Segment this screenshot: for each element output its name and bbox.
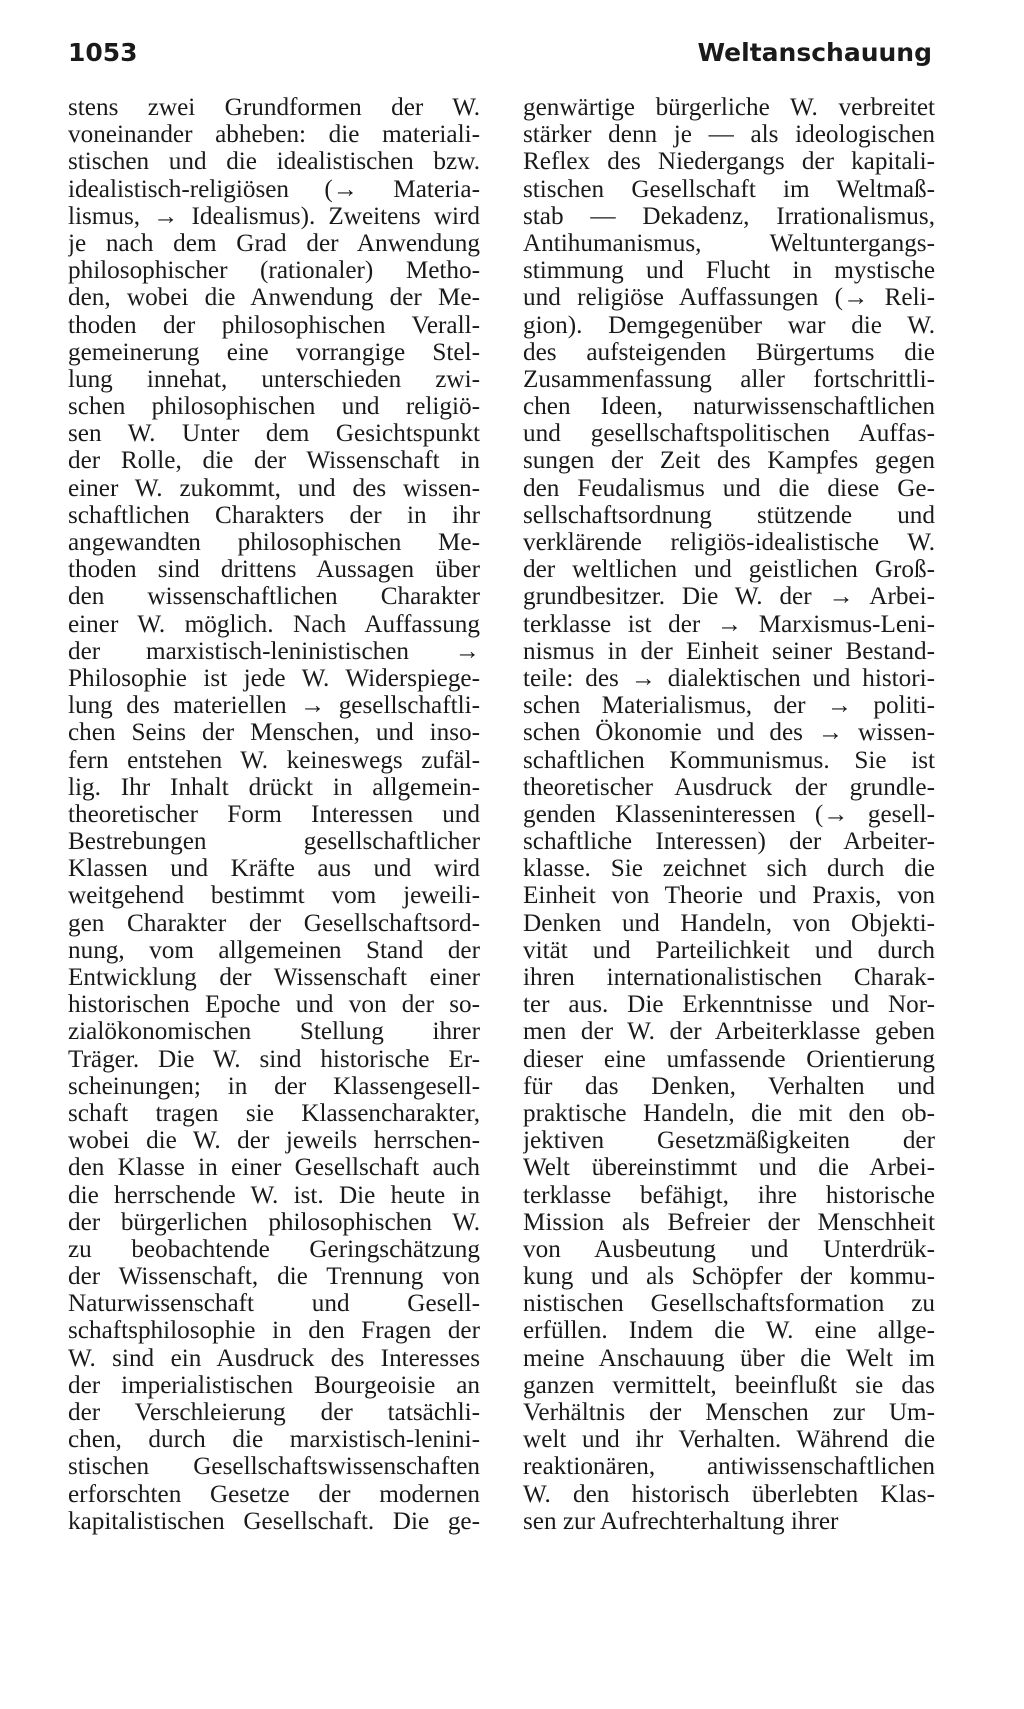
text-line: grundbesitzer. Die W. der → Arbei- [523, 583, 935, 611]
text-line: Denken und Handeln, von Objekti- [523, 909, 935, 937]
text-line: schen Materialismus, der → politi- [523, 692, 935, 720]
text-line: zialökonomischen Stellung ihrer [68, 1018, 480, 1046]
text-line: den, wobei die Anwendung der Me- [68, 284, 480, 312]
text-line: Träger. Die W. sind historische Er- [68, 1045, 480, 1073]
text-line: zu beobachtende Geringschätzung [68, 1235, 480, 1263]
text-line: schaftlichen Kommunismus. Sie ist [523, 746, 935, 774]
text-line: Welt übereinstimmt und die Arbei- [523, 1154, 935, 1182]
text-line: genden Klasseninteressen (→ gesell- [523, 800, 935, 828]
text-line: je nach dem Grad der Anwendung [68, 229, 480, 257]
text-line: theoretischer Ausdruck der grundle- [523, 773, 935, 801]
page-header [68, 38, 932, 78]
text-line: weitgehend bestimmt vom jeweili- [68, 882, 480, 910]
text-line: philosophischer (rationaler) Metho- [68, 257, 480, 285]
text-line: historischen Epoche und von der so- [68, 991, 480, 1019]
text-line: nung, vom allgemeinen Stand der [68, 936, 480, 964]
text-line: Antihumanismus, Weltuntergangs- [523, 229, 935, 257]
text-line: W. den historisch überlebten Klas- [523, 1480, 935, 1508]
text-line: schaftsphilosophie in den Fragen der [68, 1317, 480, 1345]
text-line: Reflex des Niedergangs der kapitali- [523, 148, 935, 176]
text-line: die herrschende W. ist. Die heute in [68, 1181, 480, 1209]
text-line: Entwicklung der Wissenschaft einer [68, 964, 480, 991]
text-line: thoden der philosophischen Verall- [68, 311, 480, 339]
text-line: terklasse ist der → Marxismus-Leni- [523, 610, 935, 638]
text-line: welt und ihr Verhalten. Während die [523, 1426, 935, 1454]
text-line: meine Anschauung über die Welt im [523, 1344, 935, 1372]
text-line: stärker denn je — als ideologischen [523, 121, 935, 149]
text-line: kapitalistischen Gesellschaft. Die ge- [68, 1507, 480, 1535]
text-line: schaftliche Interessen) der Arbeiter- [523, 828, 935, 856]
text-line: Naturwissenschaft und Gesell- [68, 1290, 480, 1318]
text-line: stens zwei Grundformen der W. [68, 94, 480, 121]
text-line: erfüllen. Indem die W. eine allge- [523, 1317, 935, 1345]
text-line: stischen und die idealistischen bzw. [68, 148, 480, 176]
running-head: Weltanschauung [697, 38, 932, 67]
text-line: der Wissenschaft, die Trennung von [68, 1263, 480, 1291]
text-line: der weltlichen und geistlichen Groß- [523, 556, 935, 584]
text-line: men der W. der Arbeiterklasse geben [523, 1018, 935, 1046]
text-line: nismus in der Einheit seiner Bestand- [523, 637, 935, 665]
text-line: sellschaftsordnung stützende und [523, 501, 935, 529]
text-line: lismus, → Idealismus). Zweitens wird [68, 202, 480, 230]
text-line: einer W. möglich. Nach Auffassung [68, 610, 480, 638]
text-line: theoretischer Form Interessen und [68, 800, 480, 828]
text-line: stischen Gesellschaftswissenschaften [68, 1453, 480, 1481]
text-line: ganzen vermittelt, beeinflußt sie das [523, 1371, 935, 1399]
text-line: erforschten Gesetze der modernen [68, 1480, 480, 1508]
page-number: 1053 [68, 38, 138, 67]
text-line: nistischen Gesellschaftsformation zu [523, 1290, 935, 1318]
text-line: Mission als Befreier der Menschheit [523, 1208, 935, 1236]
text-line: Klassen und Kräfte aus und wird [68, 855, 480, 883]
text-line: Verhältnis der Menschen zur Um- [523, 1399, 935, 1426]
text-line: ter aus. Die Erkenntnisse und Nor- [523, 991, 935, 1019]
text-line: des aufsteigenden Bürgertums die [523, 338, 935, 366]
text-line: verklärende religiös-idealistische W. [523, 529, 935, 556]
text-line: praktische Handeln, die mit den ob- [523, 1099, 935, 1127]
text-line: ihren internationalistischen Charak- [523, 964, 935, 991]
text-line: stischen Gesellschaft im Weltmaß- [523, 175, 935, 203]
text-line: Zusammenfassung aller fortschrittli- [523, 365, 935, 393]
text-line: stimmung und Flucht in mystische [523, 257, 935, 285]
text-line: Bestrebungen gesellschaftlicher [68, 828, 480, 856]
text-line: angewandten philosophischen Me- [68, 529, 480, 556]
text-line: der imperialistischen Bourgeoisie an [68, 1371, 480, 1399]
text-line: fern entstehen W. keineswegs zufäl- [68, 746, 480, 774]
text-line: schen philosophischen und religiö- [68, 393, 480, 421]
text-line: terklasse befähigt, ihre historische [523, 1181, 935, 1209]
text-line: scheinungen; in der Klassengesell- [68, 1072, 480, 1100]
text-line: für das Denken, Verhalten und [523, 1072, 935, 1100]
text-line: lung des materiellen → gesellschaftli- [68, 692, 480, 720]
text-line: klasse. Sie zeichnet sich durch die [523, 855, 935, 883]
text-line: und gesellschaftspolitischen Auffas- [523, 420, 935, 448]
text-line: sen zur Aufrechterhaltung ihrer [523, 1507, 839, 1535]
text-line: genwärtige bürgerliche W. verbreitet [523, 94, 935, 121]
text-line: den Feudalismus und die diese Ge- [523, 474, 935, 502]
text-line: teile: des → dialektischen und histori- [523, 664, 935, 692]
text-line: stab — Dekadenz, Irrationalismus, [523, 202, 935, 230]
text-line: lung innehat, unterschieden zwi- [68, 365, 480, 393]
text-line: schen Ökonomie und des → wissen- [523, 719, 935, 747]
text-line: reaktionären, antiwissenschaftlichen [523, 1453, 935, 1481]
text-line: vität und Parteilichkeit und durch [523, 936, 935, 964]
text-column-left [68, 94, 480, 1535]
text-line: dieser eine umfassende Orientierung [523, 1045, 935, 1073]
text-line: chen Seins der Menschen, und inso- [68, 719, 480, 747]
text-line: der marxistisch-leninistischen → [68, 637, 480, 665]
text-line: Einheit von Theorie und Praxis, von [523, 882, 935, 910]
text-line: von Ausbeutung und Unterdrük- [523, 1235, 935, 1263]
text-line: der Rolle, die der Wissenschaft in [68, 447, 480, 475]
text-line: schaft tragen sie Klassencharakter, [68, 1099, 480, 1127]
text-column-right [523, 94, 935, 1535]
text-line: der bürgerlichen philosophischen W. [68, 1208, 480, 1236]
text-line: chen Ideen, naturwissenschaftlichen [523, 393, 935, 421]
text-line: thoden sind drittens Aussagen über [68, 556, 480, 584]
text-line: den Klasse in einer Gesellschaft auch [68, 1154, 480, 1182]
text-line: chen, durch die marxistisch-lenini- [68, 1426, 480, 1454]
text-line: lig. Ihr Inhalt drückt in allgemein- [68, 773, 480, 801]
text-line: kung und als Schöpfer der kommu- [523, 1263, 935, 1291]
text-line: W. sind ein Ausdruck des Interesses [68, 1344, 480, 1372]
text-line: gen Charakter der Gesellschaftsord- [68, 909, 480, 937]
text-line: und religiöse Auffassungen (→ Reli- [523, 284, 935, 312]
text-line: schaftlichen Charakters der in ihr [68, 501, 480, 529]
text-line: gemeinerung eine vorrangige Stel- [68, 338, 480, 366]
text-line: gion). Demgegenüber war die W. [523, 311, 935, 339]
text-line: Philosophie ist jede W. Widerspiege- [68, 664, 480, 692]
text-line: den wissenschaftlichen Charakter [68, 583, 480, 611]
text-line: voneinander abheben: die materiali- [68, 121, 480, 149]
text-line: jektiven Gesetzmäßigkeiten der [523, 1127, 935, 1155]
text-line: wobei die W. der jeweils herrschen- [68, 1127, 480, 1155]
text-line: sen W. Unter dem Gesichtspunkt [68, 420, 480, 448]
text-line: einer W. zukommt, und des wissen- [68, 474, 480, 502]
text-line: idealistisch-religiösen (→ Materia- [68, 175, 480, 203]
text-line: sungen der Zeit des Kampfes gegen [523, 447, 935, 475]
text-line: der Verschleierung der tatsächli- [68, 1399, 480, 1426]
